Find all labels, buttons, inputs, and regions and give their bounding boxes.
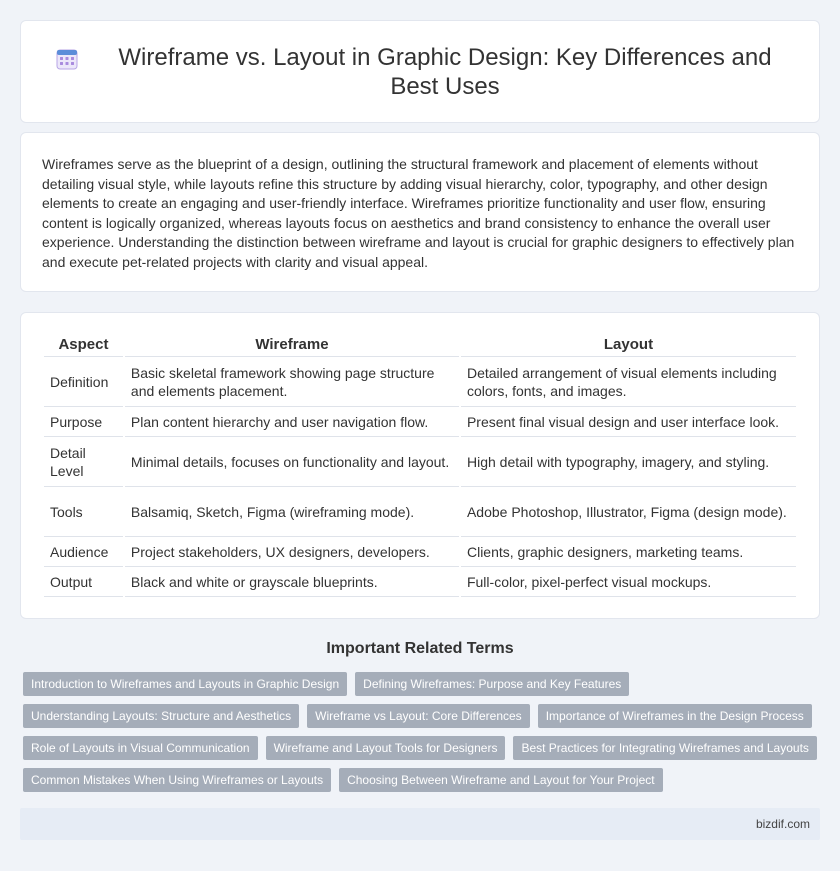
tag-row (23, 768, 823, 792)
wireframe-cell: Minimal details, focuses on functionality and layout. (125, 437, 459, 487)
calendar-icon (55, 47, 79, 71)
table-row (44, 567, 796, 597)
table-row (44, 357, 796, 407)
related-term-tag[interactable]: Understanding Layouts: Structure and Aesthetics (23, 704, 299, 728)
related-term-tag[interactable]: Introduction to Wireframes and Layouts in Graphic Design (23, 672, 347, 696)
layout-cell: Full-color, pixel-perfect visual mockups. (461, 567, 796, 597)
footer-brand[interactable]: bizdif.com (755, 817, 810, 831)
tag-row (23, 672, 823, 696)
related-term-tag[interactable]: Wireframe vs Layout: Core Differences (307, 704, 530, 728)
layout-cell: Present final visual design and user interface look. (461, 407, 796, 437)
aspect-cell: Audience (44, 537, 123, 567)
layout-cell: Detailed arrangement of visual elements including colors, fonts, and images. (461, 357, 796, 407)
page-title: Wireframe vs. Layout in Graphic Design: Key Differences and Best Uses (118, 43, 772, 100)
wireframe-cell: Balsamiq, Sketch, Figma (wireframing mode). (125, 487, 459, 537)
related-term-tag[interactable]: Wireframe and Layout Tools for Designers (266, 736, 506, 760)
aspect-cell: Output (44, 567, 123, 597)
related-term-tag[interactable]: Best Practices for Integrating Wireframes and Layouts (513, 736, 816, 760)
header (51, 21, 799, 122)
wireframe-cell: Plan content hierarchy and user navigation flow. (125, 407, 459, 437)
aspect-cell: Definition (44, 357, 123, 407)
related-term-tag[interactable]: Common Mistakes When Using Wireframes or Layouts (23, 768, 331, 792)
aspect-cell: Tools (44, 487, 123, 537)
table-row (44, 537, 796, 567)
related-term-tag[interactable]: Role of Layouts in Visual Communication (23, 736, 258, 760)
layout-cell: High detail with typography, imagery, and styling. (461, 437, 796, 487)
comparison-card (20, 312, 820, 619)
intro-paragraph: Wireframes serve as the blueprint of a design, outlining the structural framework and placement of elements without detailing visual style, while layouts refine this structure by adding visual hierarchy, color, typography, and other design elements to create an engaging and user-friendly interface. Wireframes prioritize functionality and user flow, ensuring content is logically organized, whereas layouts focus on aesthetics and brand consistency to enhance the overall user experience. Understanding the distinction between wireframe and layout is crucial for graphic designers to effectively plan and execute pet-related projects with clarity and visual appeal. (42, 156, 795, 270)
table-row (44, 407, 796, 437)
table-header-row (44, 333, 796, 357)
header-layout: Layout (461, 333, 796, 357)
footer (20, 808, 820, 840)
aspect-cell: Purpose (44, 407, 123, 437)
header-aspect: Aspect (44, 333, 123, 357)
related-terms-list (23, 672, 823, 800)
comparison-table (42, 333, 798, 597)
related-term-tag[interactable]: Choosing Between Wireframe and Layout for Your Project (339, 768, 663, 792)
header-wireframe: Wireframe (125, 333, 459, 357)
related-terms-title: Important Related Terms (326, 640, 514, 657)
table-row (44, 487, 796, 537)
related-term-tag[interactable]: Defining Wireframes: Purpose and Key Features (355, 672, 629, 696)
intro-card (20, 132, 820, 292)
tag-row (23, 736, 823, 760)
wireframe-cell: Black and white or grayscale blueprints. (125, 567, 459, 597)
tag-row (23, 704, 823, 728)
aspect-cell: Detail Level (44, 437, 123, 487)
wireframe-cell: Project stakeholders, UX designers, developers. (125, 537, 459, 567)
layout-cell: Clients, graphic designers, marketing teams. (461, 537, 796, 567)
layout-cell: Adobe Photoshop, Illustrator, Figma (design mode). (461, 487, 796, 537)
header-card (20, 20, 820, 123)
wireframe-cell: Basic skeletal framework showing page structure and elements placement. (125, 357, 459, 407)
related-term-tag[interactable]: Importance of Wireframes in the Design Process (538, 704, 812, 728)
table-row (44, 437, 796, 487)
